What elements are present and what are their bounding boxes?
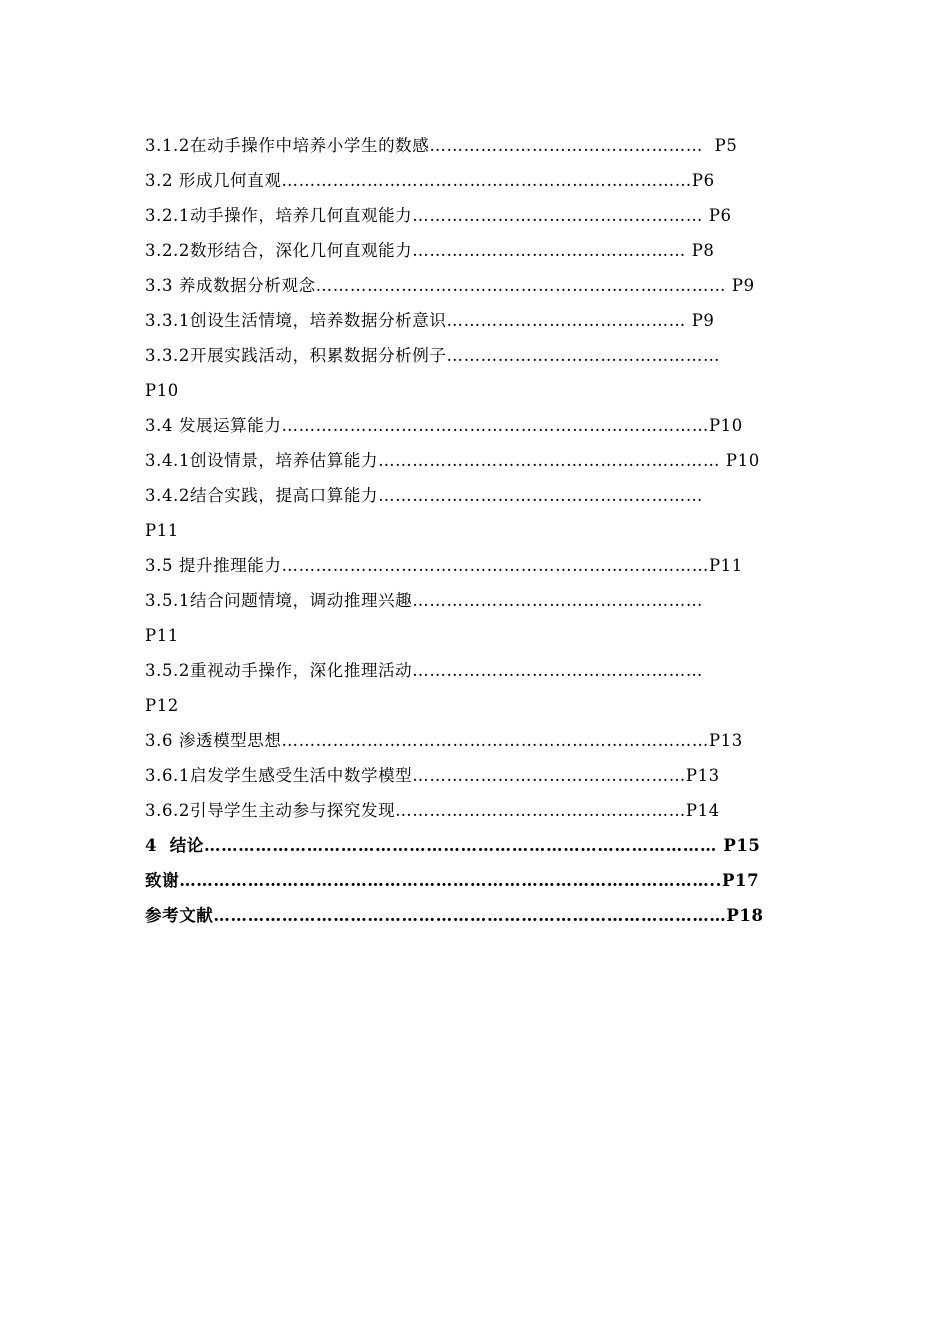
toc-page-number: P11 — [145, 521, 179, 540]
toc-entry: 3.6.2引导学生主动参与探究发现……………………………………………P14 — [145, 801, 720, 820]
toc-entry: 3.6 渗透模型思想…………………………………………………………………P13 — [145, 731, 743, 750]
toc-entry-references: 参考文献………………………………………………………………………………P18 — [145, 906, 764, 925]
toc-entry: 3.4.1创设情景，培养估算能力…………………………………………………… P10 — [145, 451, 760, 470]
toc-entry: 3.3.1创设生活情境，培养数据分析意识…………………………………… P9 — [145, 311, 715, 330]
toc-entry: 3.2.1动手操作，培养几何直观能力…………………………………………… P6 — [145, 206, 732, 225]
toc-entry: 3.3 养成数据分析观念……………………………………………………………… P9 — [145, 276, 755, 295]
toc-page-number: P12 — [145, 696, 179, 715]
toc-entry: 3.1.2在动手操作中培养小学生的数感………………………………………… P5 — [145, 136, 738, 155]
toc-entry: 3.5.1结合问题情境，调动推理兴趣…………………………………………… — [145, 591, 703, 610]
toc-entry: 3.5.2重视动手操作，深化推理活动…………………………………………… — [145, 661, 703, 680]
toc-entry: 3.4.2结合实践，提高口算能力………………………………………………… — [145, 486, 703, 505]
toc-entry: 3.2 形成几何直观………………………………………………………………P6 — [145, 171, 715, 190]
toc-entry: 3.6.1启发学生感受生活中数学模型…………………………………………P13 — [145, 766, 720, 785]
toc-page-number: P11 — [145, 626, 179, 645]
table-of-contents — [145, 128, 825, 933]
toc-entry-conclusion: 4 结论……………………………………………………………………………… P15 — [145, 836, 761, 855]
toc-entry: 3.3.2开展实践活动，积累数据分析例子………………………………………… — [145, 346, 721, 365]
toc-entry-acknowledgements: 致谢…………………………………………………………………………………..P17 — [145, 871, 760, 890]
toc-page-number: P10 — [145, 381, 179, 400]
toc-entry: 3.5 提升推理能力…………………………………………………………………P11 — [145, 556, 743, 575]
toc-entry: 3.2.2数形结合，深化几何直观能力………………………………………… P8 — [145, 241, 715, 260]
toc-entry: 3.4 发展运算能力…………………………………………………………………P10 — [145, 416, 743, 435]
